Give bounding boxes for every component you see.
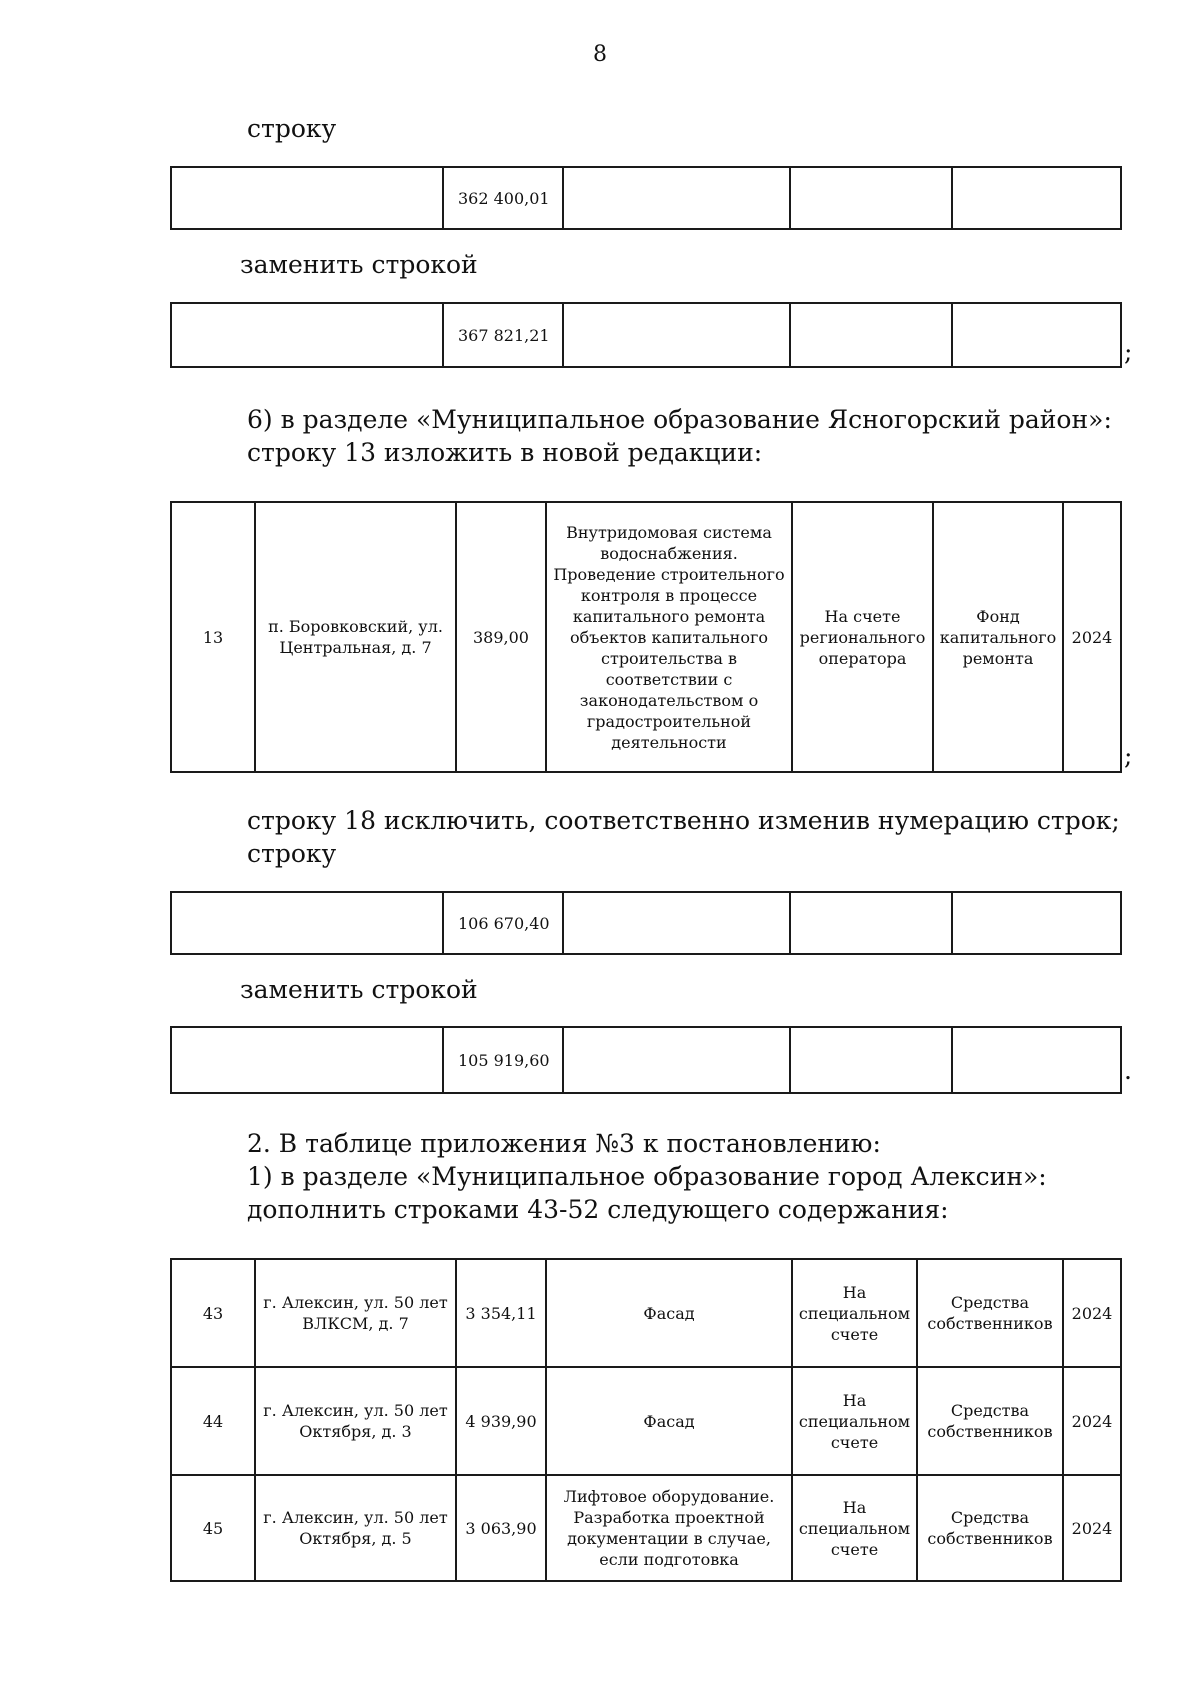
row-number: 45 [171,1475,255,1581]
year-cell: 2024 [1063,1475,1121,1581]
punctuation-period: . [1124,1056,1132,1085]
amount-cell: 105 919,60 [443,1027,563,1093]
address-cell: г. Алексин, ул. 50 лет Октября, д. 3 [255,1367,456,1475]
address-cell: г. Алексин, ул. 50 лет Октября, д. 5 [255,1475,456,1581]
account-cell: На специальном счете [792,1367,917,1475]
text-stroku: строку [247,839,337,868]
amount-cell: 362 400,01 [443,167,563,229]
empty-cell [952,167,1121,229]
area-cell: 389,00 [456,502,546,772]
account-cell: На специальном счете [792,1259,917,1367]
page-number: 8 [593,42,607,67]
row-number: 43 [171,1259,255,1367]
aleksin-rows-table [170,1258,1122,1582]
area-cell: 3 063,90 [456,1475,546,1581]
address-cell: п. Боровковский, ул. Центральная, д. 7 [255,502,456,772]
amount-cell: 367 821,21 [443,303,563,367]
section-6-heading: 6) в разделе «Муниципальное образование Ясногорский район»: [247,405,1112,434]
text-row-18-remove: строку 18 исключить, соответственно изменив нумерацию строк; [247,806,1120,835]
section-6-instruction: строку 13 изложить в новой редакции: [247,438,763,467]
amount-table-new-1 [170,302,1122,368]
empty-cell [790,167,952,229]
empty-cell [563,303,790,367]
empty-cell [171,892,443,954]
empty-cell [563,1027,790,1093]
empty-cell [563,167,790,229]
text-zamenit: заменить строкой [240,975,478,1004]
fund-cell: Средства собственников [917,1259,1063,1367]
text-zamenit: заменить строкой [240,250,478,279]
item-2-heading: 2. В таблице приложения №3 к постановлению: [247,1129,881,1158]
table-row [171,1259,1121,1367]
item-2-instruction: дополнить строками 43-52 следующего содержания: [247,1195,949,1224]
empty-cell [171,167,443,229]
work-type-cell: Лифтовое оборудование. Разработка проектной документации в случае, если подготовка [546,1475,792,1581]
year-cell: 2024 [1063,1367,1121,1475]
empty-cell [790,303,952,367]
table-row [171,502,1121,772]
empty-cell [952,1027,1121,1093]
amount-table-old-1 [170,166,1122,230]
item-2-section-1: 1) в разделе «Муниципальное образование город Алексин»: [247,1162,1047,1191]
empty-cell [171,303,443,367]
address-cell: г. Алексин, ул. 50 лет ВЛКСМ, д. 7 [255,1259,456,1367]
year-cell: 2024 [1063,502,1121,772]
row-number: 44 [171,1367,255,1475]
empty-cell [563,892,790,954]
empty-cell [952,303,1121,367]
amount-cell: 106 670,40 [443,892,563,954]
row-number: 13 [171,502,255,772]
area-cell: 4 939,90 [456,1367,546,1475]
table-row [171,1367,1121,1475]
table-row [171,1475,1121,1581]
area-cell: 3 354,11 [456,1259,546,1367]
empty-cell [790,892,952,954]
text-stroku: строку [247,114,337,143]
work-type-cell: Фасад [546,1367,792,1475]
fund-cell: Средства собственников [917,1367,1063,1475]
account-cell: На счете регионального оператора [792,502,933,772]
punctuation-semicolon: ; [1124,741,1133,770]
work-type-cell: Внутридомовая система водоснабжения. Проведение строительного контроля в процессе капитального ремонта объектов капитального строительства в соответствии с законодательством о градостроительной деятельности [546,502,792,772]
work-type-cell: Фасад [546,1259,792,1367]
amount-table-old-2 [170,891,1122,955]
fund-cell: Средства собственников [917,1475,1063,1581]
empty-cell [171,1027,443,1093]
row-13-table [170,501,1122,773]
amount-table-new-2 [170,1026,1122,1094]
year-cell: 2024 [1063,1259,1121,1367]
account-cell: На специальном счете [792,1475,917,1581]
punctuation-semicolon: ; [1124,337,1133,366]
empty-cell [952,892,1121,954]
empty-cell [790,1027,952,1093]
fund-cell: Фонд капитального ремонта [933,502,1063,772]
